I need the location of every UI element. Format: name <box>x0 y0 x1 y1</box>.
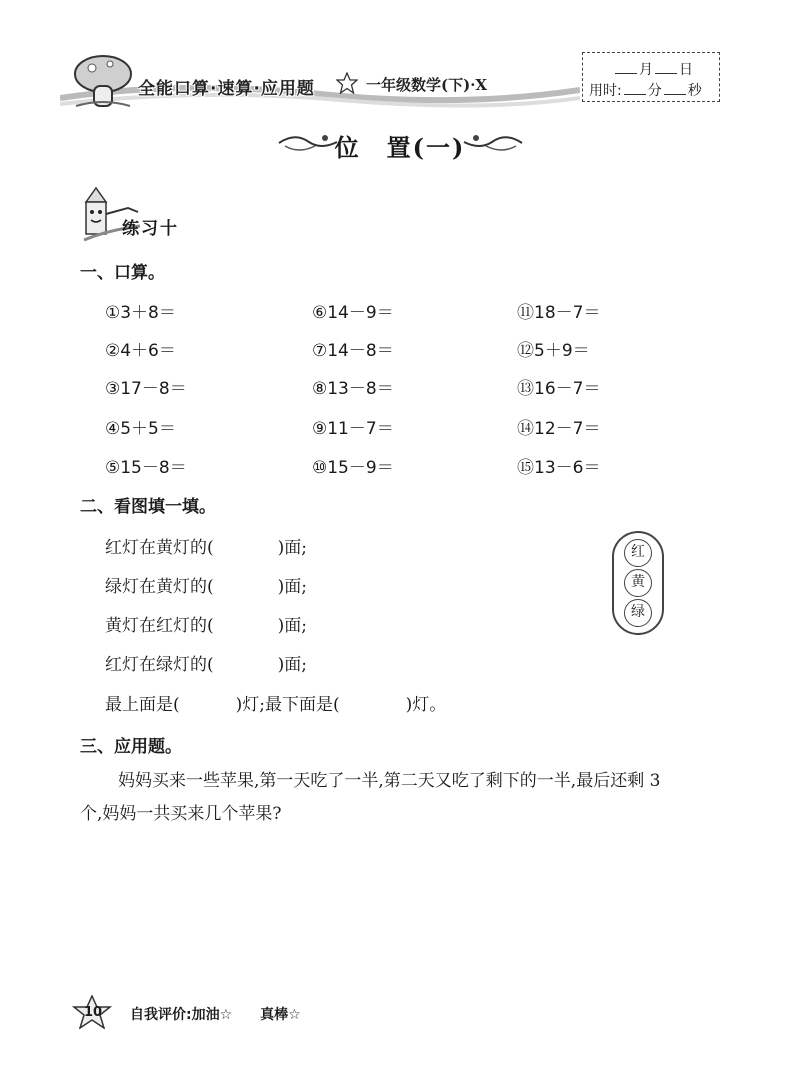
page-number: 10 <box>84 1005 103 1020</box>
fill-line <box>105 611 307 636</box>
fill-line-text: )面; <box>277 538 308 558</box>
month-label: 月 <box>639 62 653 78</box>
fill-line-text: )面; <box>277 577 308 597</box>
brand-title: 全能口算·速算·应用题 <box>138 79 315 99</box>
fill-line-text: )灯。 <box>405 695 447 715</box>
calc-item: ⑦14－8＝ <box>312 341 394 361</box>
seconds-label: 秒 <box>687 83 702 99</box>
light-bulb: 绿 <box>624 599 652 627</box>
subject-label: 一年级数学(下)·X <box>366 76 488 94</box>
calc-item: ⑮13－6＝ <box>517 458 601 478</box>
light-bulb: 黄 <box>624 569 652 597</box>
page-title: 位 置(一) <box>334 133 466 162</box>
calc-item: ⑧13－8＝ <box>312 379 394 399</box>
calc-item: ⑨11－7＝ <box>312 419 394 439</box>
section1-heading: 一、口算。 <box>80 263 165 283</box>
traffic-light <box>612 531 664 635</box>
calc-item: ④5＋5＝ <box>105 419 176 439</box>
calc-item: ⑫5＋9＝ <box>517 341 590 361</box>
fill-line-text: 绿灯在黄灯的( <box>105 577 214 597</box>
exercise-title: 练习十 <box>122 219 179 239</box>
fill-line-text: 黄灯在红灯的( <box>105 616 214 636</box>
calc-item: ③17－8＝ <box>105 379 187 399</box>
section3-heading: 三、应用题。 <box>80 737 182 757</box>
calc-item: ⑪18－7＝ <box>517 303 601 323</box>
time-label: 用时: <box>589 83 622 99</box>
star-icon <box>336 72 358 94</box>
minutes-label: 分 <box>647 83 662 99</box>
calc-item: ②4＋6＝ <box>105 341 176 361</box>
fill-line-text: )灯;最下面是( <box>235 695 340 715</box>
calc-item: ⑩15－9＝ <box>312 458 394 478</box>
fill-line <box>105 572 307 597</box>
calc-item: ⑤15－8＝ <box>105 458 187 478</box>
fill-line <box>105 533 307 558</box>
fill-line-text: 红灯在绿灯的( <box>105 655 214 675</box>
fill-line-text: 最上面是( <box>105 695 180 715</box>
date-box <box>582 52 720 102</box>
title-ornament-right <box>460 130 526 156</box>
word-problem-line2: 个,妈妈一共买来几个苹果? <box>80 804 282 824</box>
word-problem-line1: 妈妈买来一些苹果,第一天吃了一半,第二天又吃了剩下的一半,最后还剩 3 <box>118 771 661 791</box>
light-bulb: 红 <box>624 539 652 567</box>
calc-item: ⑥14－9＝ <box>312 303 394 323</box>
fill-line <box>105 650 307 675</box>
calc-item: ①3＋8＝ <box>105 303 176 323</box>
self-evaluation: 自我评价:加油☆ 真棒☆ <box>130 1007 301 1023</box>
fill-line-text: )面; <box>277 616 308 636</box>
section2-heading: 二、看图填一填。 <box>80 497 216 517</box>
fill-line-final <box>105 690 446 715</box>
calc-item: ⑭12－7＝ <box>517 419 601 439</box>
calc-item: ⑬16－7＝ <box>517 379 601 399</box>
fill-line-text: )面; <box>277 655 308 675</box>
mushroom-icon <box>72 52 134 110</box>
day-label: 日 <box>679 62 693 78</box>
fill-line-text: 红灯在黄灯的( <box>105 538 214 558</box>
